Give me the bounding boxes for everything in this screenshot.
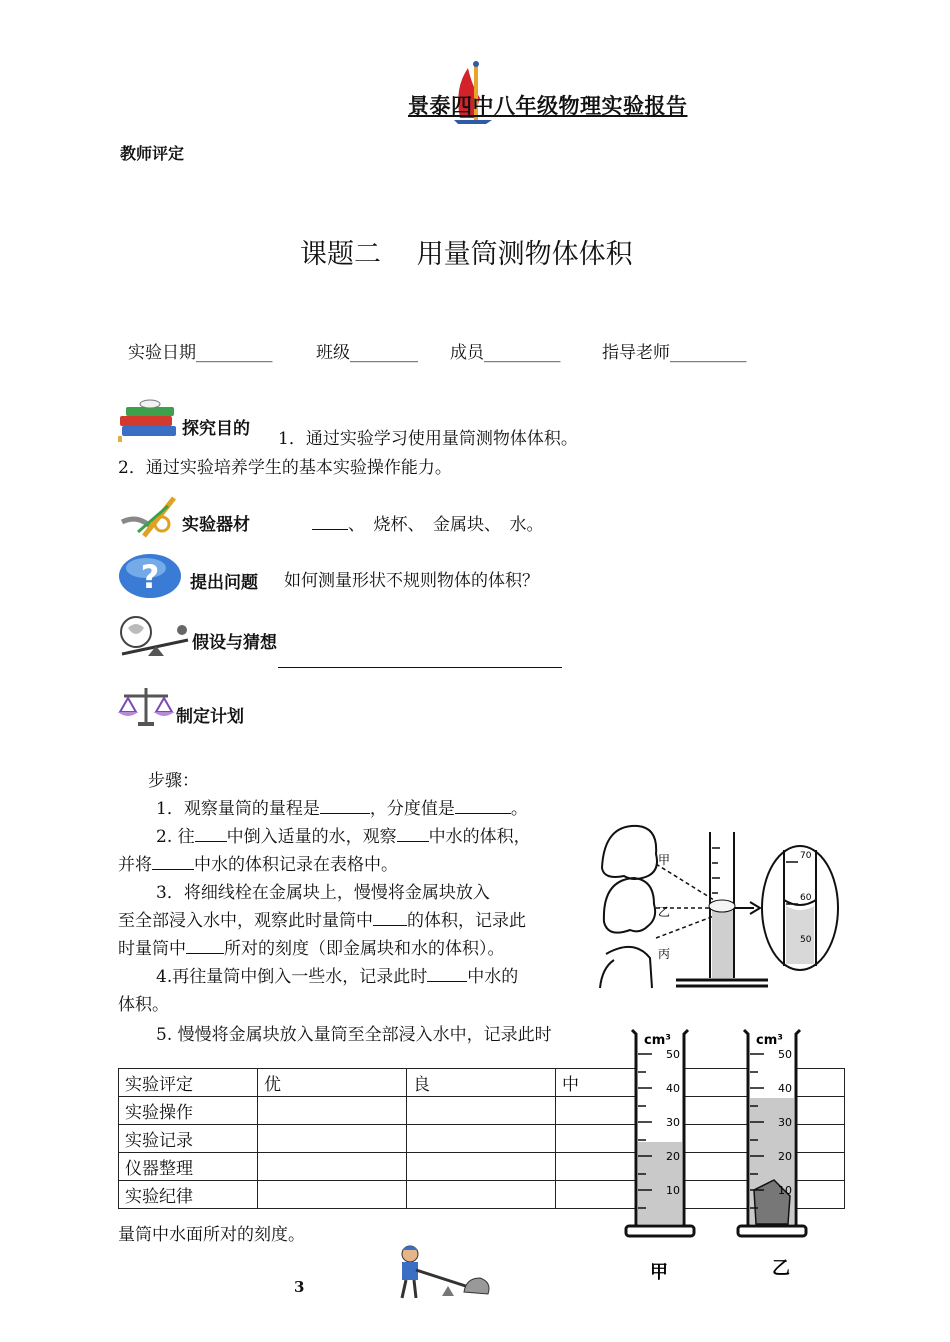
lever-cartoon-icon <box>394 1244 494 1302</box>
steps-heading: 步骤： <box>148 771 199 791</box>
table-header-cell: 中 <box>556 1069 845 1097</box>
table-cell[interactable] <box>258 1097 407 1125</box>
reading-cylinder-figure <box>594 818 848 998</box>
table-cell[interactable] <box>258 1125 407 1153</box>
graduated-cylinders-figure <box>624 1020 810 1284</box>
teacher-evaluation-label: 教师评定 <box>120 144 185 163</box>
tick-label: 10 <box>778 1184 792 1197</box>
step-5-line-2: 量筒中水面所对的刻度。 <box>118 1225 305 1245</box>
unit-label: cm³ <box>756 1033 783 1048</box>
purpose-label: 探究目的 <box>182 419 250 439</box>
advisor-field: 指导老师_________ <box>602 343 747 363</box>
table-row-label: 实验记录 <box>119 1125 258 1153</box>
step-2-blank-1 <box>195 823 227 842</box>
unit-label: cm³ <box>644 1033 671 1048</box>
hypothesis-answer-line <box>278 667 562 668</box>
step-2-text-b: 中倒入适量的水，观察 <box>226 827 397 847</box>
table-row-label: 仪器整理 <box>119 1153 258 1181</box>
members-field: 成员_________ <box>450 343 561 363</box>
step-3-blank-1 <box>373 907 407 926</box>
step-2-line-2 <box>118 850 398 875</box>
cylinder-jia <box>626 1030 694 1283</box>
magnifier-tick-label: 60 <box>800 893 812 903</box>
table-header-cell: 实验评定 <box>119 1069 258 1097</box>
figure-label-yi: 乙 <box>658 905 671 919</box>
step-3-text-b: 至全部浸入水中，观察此时量筒中 <box>118 911 373 931</box>
cylinder-label-yi: 乙 <box>772 1258 790 1279</box>
magnifier-tick-label: 70 <box>800 851 812 861</box>
step-3-text-d: 时量筒中 <box>118 939 186 959</box>
figure-label-jia: 甲 <box>658 853 671 867</box>
tick-label: 40 <box>666 1082 680 1095</box>
balance-scale-icon <box>118 684 174 728</box>
step-2-line-1 <box>156 822 531 847</box>
cylinder-label-jia: 甲 <box>650 1262 668 1283</box>
table-cell[interactable] <box>258 1181 407 1209</box>
hypothesis-label: 假设与猜想 <box>192 633 277 653</box>
step-4-line-2: 体积。 <box>118 995 169 1015</box>
step-3-line-1: 3．将细线栓在金属块上，慢慢将金属块放入 <box>156 883 490 903</box>
step-2-text-a: 2. 往 <box>156 827 195 847</box>
table-cell[interactable] <box>407 1125 556 1153</box>
magnifier-tick-label: 50 <box>800 935 812 945</box>
purpose-item-2: 2．通过实验培养学生的基本实验操作能力。 <box>118 458 452 478</box>
tick-label: 20 <box>778 1150 792 1163</box>
table-cell[interactable] <box>407 1153 556 1181</box>
step-2-text-d: 并将 <box>118 855 152 875</box>
step-4-text-a: 4.再往量筒中倒入一些水，记录此时 <box>156 967 428 987</box>
step-2-text-c: 中水的体积， <box>428 827 531 847</box>
tick-label: 50 <box>666 1048 680 1061</box>
svg-text:?: ? <box>140 558 160 596</box>
step-2-blank-2 <box>397 823 429 842</box>
class-field: 班级________ <box>316 343 418 363</box>
equipment-items: 、 烧杯、 金属块、 水。 <box>348 515 544 535</box>
seesaw-icon <box>118 610 194 662</box>
step-1 <box>156 794 528 819</box>
range-blank <box>320 795 370 814</box>
tick-label: 50 <box>778 1048 792 1061</box>
tools-icon <box>118 492 180 542</box>
equipment-label: 实验器材 <box>182 515 250 535</box>
step-3-text-e: 所对的刻度（即金属块和水的体积）。 <box>224 939 505 959</box>
table-cell[interactable] <box>258 1153 407 1181</box>
division-blank <box>455 795 511 814</box>
step-1-text-b: ，分度值是 <box>369 799 455 819</box>
step-3-line-3 <box>118 934 505 959</box>
tick-label: 20 <box>666 1150 680 1163</box>
step-5-line-1: 5. 慢慢将金属块放入量筒至全部浸入水中，记录此时 <box>156 1025 552 1045</box>
tick-label: 30 <box>666 1116 680 1129</box>
question-label: 提出问题 <box>190 573 258 593</box>
step-4-line-1 <box>156 962 518 987</box>
step-4-text-b: 中水的 <box>467 967 519 987</box>
table-row-label: 实验操作 <box>119 1097 258 1125</box>
tick-label: 10 <box>666 1184 680 1197</box>
equipment-list <box>312 510 544 535</box>
purpose-item-1: 1．通过实验学习使用量筒测物体体积。 <box>278 429 578 449</box>
step-3-text-c: 的体积，记录此 <box>407 911 526 931</box>
table-header-cell: 良 <box>407 1069 556 1097</box>
step-2-text-e: 中水的体积记录在表格中。 <box>194 855 398 875</box>
table-header-cell: 优 <box>258 1069 407 1097</box>
question-text: 如何测量形状不规则物体的体积？ <box>284 571 539 591</box>
step-4-blank <box>427 963 467 982</box>
table-cell[interactable] <box>407 1181 556 1209</box>
step-1-text-c: 。 <box>510 799 528 819</box>
books-icon <box>118 396 180 446</box>
plan-label: 制定计划 <box>176 707 244 727</box>
page-number: 3 <box>294 1278 305 1296</box>
equipment-blank <box>312 511 348 530</box>
step-2-blank-3 <box>152 851 194 870</box>
step-3-line-2 <box>118 906 526 931</box>
step-1-text-a: 1．观察量筒的量程是 <box>156 799 320 819</box>
question-mark-icon <box>118 552 184 600</box>
page-title: 课题二 用量筒测物体体积 <box>300 239 633 270</box>
table-cell[interactable] <box>407 1097 556 1125</box>
experiment-date-field: 实验日期_________ <box>128 343 273 363</box>
table-row-label: 实验纪律 <box>119 1181 258 1209</box>
tick-label: 30 <box>778 1116 792 1129</box>
cylinder-yi <box>738 1030 806 1279</box>
school-report-title: 景泰四中八年级物理实验报告 <box>408 94 688 118</box>
figure-label-bing: 丙 <box>658 947 671 961</box>
tick-label: 40 <box>778 1082 792 1095</box>
step-3-blank-2 <box>186 935 224 954</box>
